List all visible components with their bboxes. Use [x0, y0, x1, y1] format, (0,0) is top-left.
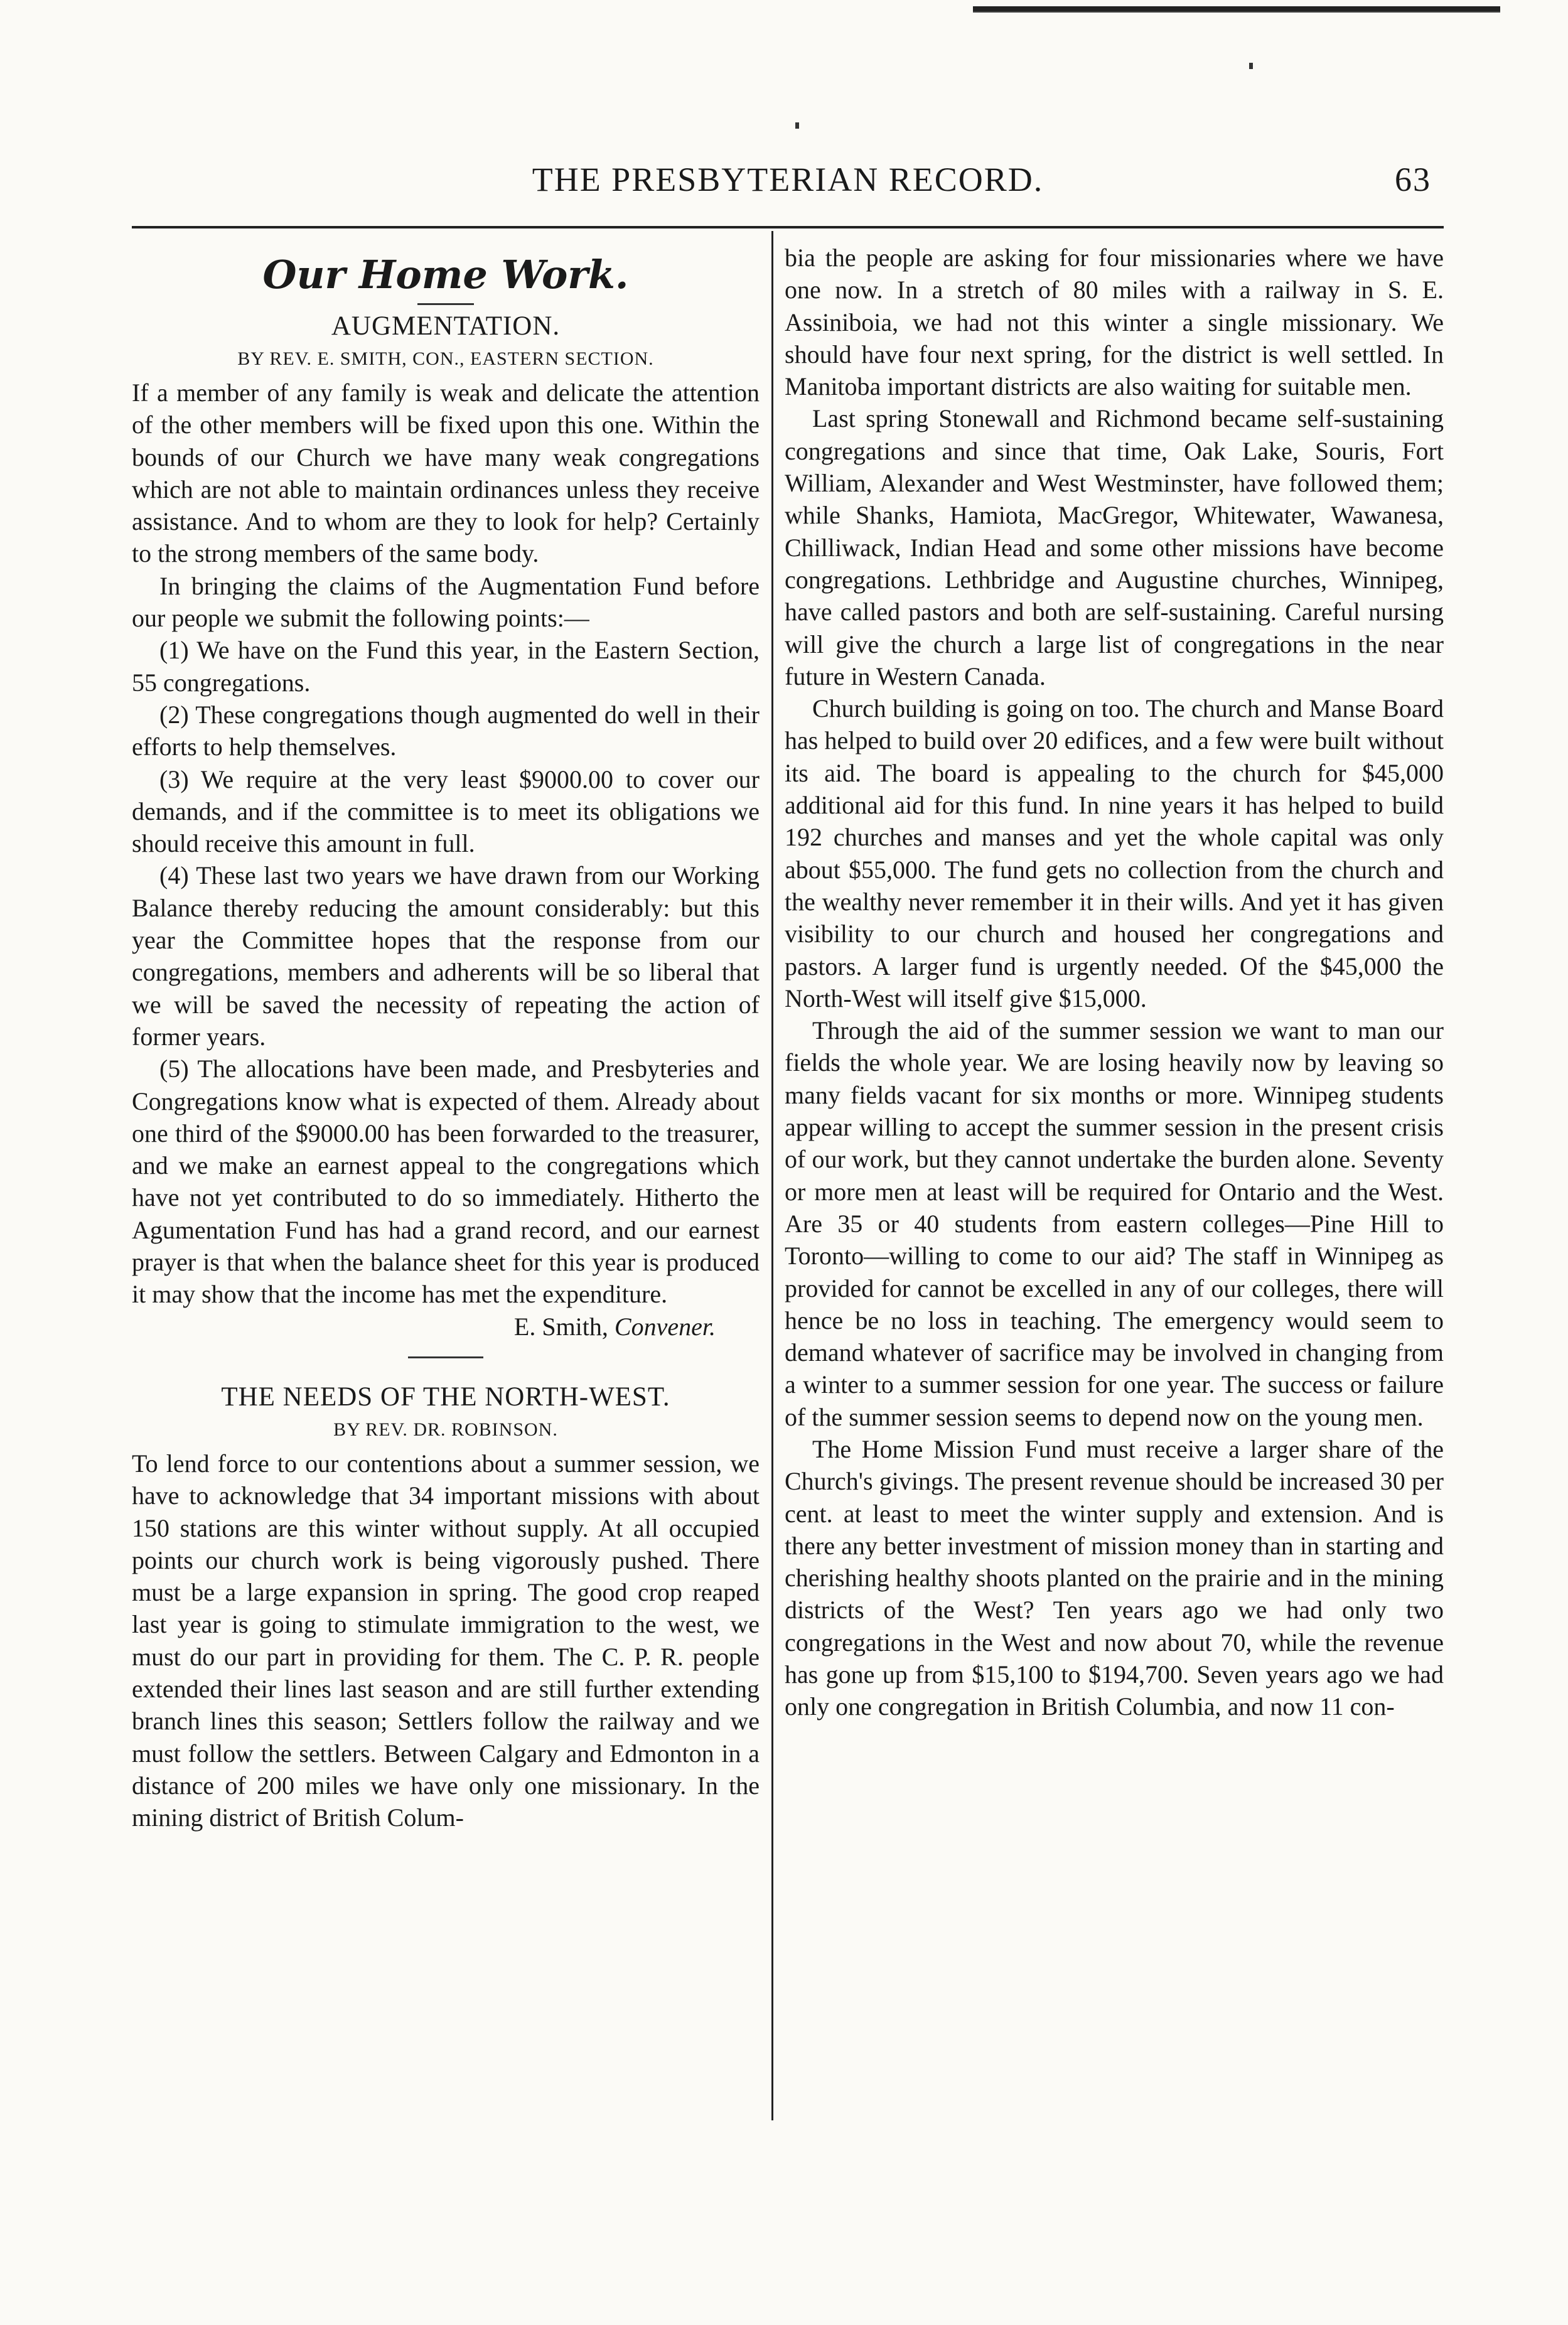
signature-name: E. Smith, — [513, 1312, 608, 1341]
article-paragraph: (2) These congregations though augmented do well in their efforts to help themselves. — [132, 700, 760, 761]
article-paragraph: bia the people are asking for four missionaries where we have one now. In a stretch of 80 miles with a railway in S. E. Assiniboia, we had not this winter a single missionary. We should have four next spring, for the district is well settled. In Manitoba important districts are also waiting for suitable men. — [785, 244, 1444, 401]
speck-mark — [795, 122, 799, 129]
article-paragraph: Church building is going on too. The church and Manse Board has helped to build over 20 edifices, and a few were built without its aid. The board is appealing to the church for $45,000 additional aid for this fund. In nine years it has helped to build 192 churches and manses and yet the whole capital was only about $55,000. The fund gets no collection from the church and the wealthy never remember it in their wills. And yet it has given visibility to our church and housed her congregations and pastors. A larger fund is urgently needed. Of the $45,000 the North-West will itself give $15,000. — [785, 694, 1444, 1012]
article-paragraph: Last spring Stonewall and Richmond became self-sustaining congregations and since that time, Oak Lake, Souris, Fort William, Alexander and West Westminster, have followed them; while Shanks, Hamiota, MacGregor, Whitewater, Wawanesa, Chilliwack, Indian Head and some other missions have become congregations. Lethbridge and Augustine churches, Winnipeg, have called pastors and both are self-sustaining. Careful nursing will give the church a large list of congregations in the near future in Western Canada. — [785, 404, 1444, 690]
publication-title: THE PRESBYTERIAN RECORD. — [532, 161, 1044, 198]
page-number: 63 — [1395, 161, 1431, 198]
article-byline-north-west: BY REV. DR. ROBINSON. — [333, 1419, 558, 1440]
article-heading-augmentation: AUGMENTATION. — [331, 311, 561, 341]
header-rule — [132, 226, 1444, 228]
article-paragraph: The Home Mission Fund must receive a larger share of the Church's givings. The present revenue should be increased 30 per cent. at least to meet the winter supply and extension. And is there any better investment of mission money than in starting and cherishing healthy shoots planted on the prairie and in the mining districts of the West? Ten years ago we had only two congregations in the West and now about 70, while the revenue has gone up from $15,100 to $194,700. Seven years ago we had only one congregation in British Columbia, and now 11 con- — [785, 1434, 1444, 1721]
article-paragraph: In bringing the claims of the Augmentation Fund before our people we submit the following points:— — [132, 571, 760, 633]
top-thin-rule — [973, 11, 1500, 13]
right-column — [785, 242, 1444, 1723]
top-decorative-rule — [973, 6, 1500, 11]
article-paragraph: (5) The allocations have been made, and Presbyteries and Congregations know what is expected of them. Already about one third of the $9000.00 has been forwarded to the treasurer, and we make an earnest appeal to the congregations which have not yet contributed to do so immediately. Hitherto the Agumentation Fund has had a grand record, and our earnest prayer is that when the balance sheet for this year is produced it may show that the income has met the expenditure. — [132, 1055, 760, 1309]
left-column — [132, 242, 760, 1834]
page-header — [132, 160, 1444, 204]
article-signature — [132, 1311, 760, 1343]
speck-mark — [1249, 63, 1253, 69]
article-paragraph: Through the aid of the summer session we want to man our fields the whole year. We are losing heavily now by leaving so many fields vacant for six months or more. Winnipeg students appear willing to accept the summer session in the present crisis of our work, but they cannot undertake the burden alone. Seventy or more men at least will be required for Ontario and the West. Are 35 or 40 students from eastern colleges—Pine Hill to Toronto—willing to come to our aid? The staff in Winnipeg as provided for cannot be excelled in any of our colleges, there will hence be no loss in teaching. The emergency would seem to demand whatever of sacrifice may be involved in changing from a winter to a summer session for one year. The success or failure of the summer session seems to depend now on the young men. — [785, 1016, 1444, 1431]
article-separator-rule — [408, 1356, 483, 1358]
article-paragraph: (1) We have on the Fund this year, in the Eastern Section, 55 congregations. — [132, 636, 760, 697]
section-rule — [417, 303, 474, 305]
article-byline-augmentation: BY REV. E. SMITH, CON., EASTERN SECTION. — [237, 348, 654, 369]
article-paragraph: To lend force to our contentions about a summer session, we have to acknowledge that 34 important missions with about 150 stations are this winter without supply. At all occupied points our church work is being vigorously pushed. There must be a large expansion in spring. The good crop reaped last year is going to stimulate immigration to the west, we must do our part in providing for them. The C. P. R. people extended their lines last season and are still further extending branch lines this season; Settlers follow the railway and we must follow the settlers. Between Calgary and Edmonton in a distance of 200 miles we have only one missionary. In the mining district of British Colum- — [132, 1449, 760, 1832]
section-title: Our Home Work. — [262, 252, 629, 298]
article-heading-north-west: THE NEEDS OF THE NORTH-WEST. — [221, 1382, 670, 1412]
article-paragraph: If a member of any family is weak and delicate the attention of the other members will be fixed upon this one. Within the bounds of our Church we have many weak congregations which are not able to maintain ordinances unless they receive assistance. And to whom are they to look for help? Certainly to the strong members of the same body. — [132, 379, 760, 568]
column-divider — [771, 231, 773, 2120]
article-paragraph: (3) We require at the very least $9000.00 to cover our demands, and if the committee is to meet its obligations we should receive this amount in full. — [132, 765, 760, 858]
signature-role: Convener. — [614, 1312, 716, 1341]
article-paragraph: (4) These last two years we have drawn from our Working Balance thereby reducing the amount considerably: but this year the Committee hopes that the response from our congregations, members and adherents will be so liberal that we will be saved the necessity of repeating the action of former years. — [132, 861, 760, 1051]
